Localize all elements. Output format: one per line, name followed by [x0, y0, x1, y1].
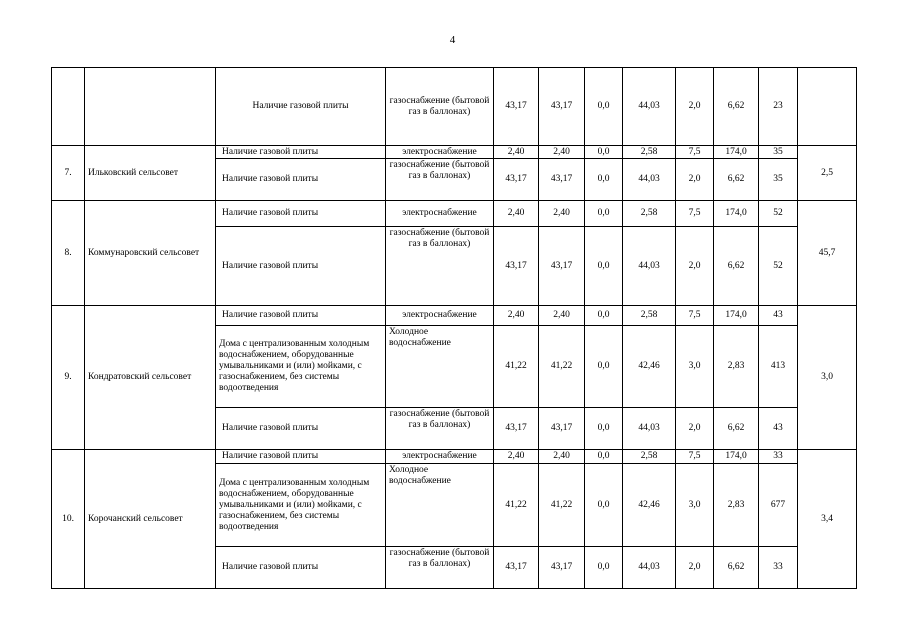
value-cell: 2,0 — [676, 408, 714, 450]
value-cell: 2,40 — [494, 201, 539, 227]
housing-type: Наличие газовой плиты — [216, 227, 386, 306]
row-number: 7. — [52, 146, 85, 201]
value-cell: 2,40 — [494, 146, 539, 159]
value-cell: 2,0 — [676, 227, 714, 306]
value-cell: 35 — [759, 159, 798, 201]
value-cell: 2,40 — [539, 306, 585, 326]
value-cell: 33 — [759, 450, 798, 464]
value-cell: 2,40 — [539, 450, 585, 464]
value-cell: 44,03 — [623, 408, 676, 450]
utility-type: электроснабжение — [386, 146, 494, 159]
group-value — [798, 68, 857, 146]
housing-type: Дома с централизованным холодным водоснабжением, оборудованные умывальниками и (или) мойками, с газоснабжением, без системы водоотведения — [216, 326, 386, 408]
group-value: 45,7 — [798, 201, 857, 306]
settlement-name: Ильковский сельсовет — [85, 146, 216, 201]
value-cell: 0,0 — [585, 201, 623, 227]
value-cell: 2,0 — [676, 547, 714, 589]
value-cell: 44,03 — [623, 159, 676, 201]
value-cell: 43,17 — [539, 159, 585, 201]
value-cell: 2,0 — [676, 159, 714, 201]
utility-type: электроснабжение — [386, 201, 494, 227]
value-cell: 677 — [759, 464, 798, 547]
value-cell: 2,58 — [623, 201, 676, 227]
value-cell: 0,0 — [585, 408, 623, 450]
value-cell: 0,0 — [585, 450, 623, 464]
value-cell: 7,5 — [676, 306, 714, 326]
value-cell: 43,17 — [494, 547, 539, 589]
value-cell: 7,5 — [676, 146, 714, 159]
row-number: 10. — [52, 450, 85, 589]
value-cell: 43,17 — [494, 408, 539, 450]
value-cell: 0,0 — [585, 326, 623, 408]
value-cell: 43,17 — [494, 159, 539, 201]
value-cell: 41,22 — [494, 326, 539, 408]
row-number: 8. — [52, 201, 85, 306]
value-cell: 174,0 — [714, 201, 759, 227]
settlement-name — [85, 68, 216, 146]
housing-type: Наличие газовой плиты — [216, 306, 386, 326]
value-cell: 43,17 — [539, 547, 585, 589]
page-number: 4 — [449, 34, 456, 46]
value-cell: 43,17 — [539, 408, 585, 450]
value-cell: 2,40 — [539, 201, 585, 227]
value-cell: 6,62 — [714, 408, 759, 450]
value-cell: 2,40 — [539, 146, 585, 159]
value-cell: 2,58 — [623, 450, 676, 464]
value-cell: 42,46 — [623, 326, 676, 408]
value-cell: 6,62 — [714, 68, 759, 146]
value-cell: 7,5 — [676, 201, 714, 227]
utility-type: электроснабжение — [386, 306, 494, 326]
value-cell: 6,62 — [714, 159, 759, 201]
value-cell: 0,0 — [585, 306, 623, 326]
value-cell: 44,03 — [623, 547, 676, 589]
value-cell: 44,03 — [623, 227, 676, 306]
value-cell: 41,22 — [539, 464, 585, 547]
value-cell: 2,83 — [714, 326, 759, 408]
table-body — [52, 68, 857, 589]
housing-type: Наличие газовой плиты — [216, 68, 386, 146]
value-cell: 0,0 — [585, 464, 623, 547]
value-cell: 2,58 — [623, 306, 676, 326]
utility-type: электроснабжение — [386, 450, 494, 464]
table-row — [52, 306, 857, 326]
settlement-name: Корочанский сельсовет — [85, 450, 216, 589]
tariff-table — [51, 67, 857, 589]
value-cell: 174,0 — [714, 306, 759, 326]
value-cell: 0,0 — [585, 159, 623, 201]
utility-type: газоснабжение (бытовой газ в баллонах) — [386, 547, 494, 589]
utility-type: газоснабжение (бытовой газ в баллонах) — [386, 159, 494, 201]
value-cell: 43,17 — [539, 227, 585, 306]
settlement-name: Кондратовский сельсовет — [85, 306, 216, 450]
housing-type: Наличие газовой плиты — [216, 159, 386, 201]
housing-type: Наличие газовой плиты — [216, 408, 386, 450]
value-cell: 174,0 — [714, 146, 759, 159]
value-cell: 3,0 — [676, 464, 714, 547]
value-cell: 7,5 — [676, 450, 714, 464]
value-cell: 0,0 — [585, 227, 623, 306]
housing-type: Наличие газовой плиты — [216, 450, 386, 464]
utility-type: газоснабжение (бытовой газ в баллонах) — [386, 227, 494, 306]
value-cell: 2,0 — [676, 68, 714, 146]
housing-type: Наличие газовой плиты — [216, 146, 386, 159]
value-cell: 2,40 — [494, 450, 539, 464]
value-cell: 23 — [759, 68, 798, 146]
utility-type: Холодное водоснабжение — [386, 326, 494, 408]
value-cell: 0,0 — [585, 547, 623, 589]
value-cell: 413 — [759, 326, 798, 408]
table-row — [52, 68, 857, 146]
utility-type: газоснабжение (бытовой газ в баллонах) — [386, 68, 494, 146]
value-cell: 2,58 — [623, 146, 676, 159]
table-row — [52, 146, 857, 159]
value-cell: 3,0 — [676, 326, 714, 408]
row-number: 9. — [52, 306, 85, 450]
value-cell: 2,40 — [494, 306, 539, 326]
settlement-name: Коммунаровский сельсовет — [85, 201, 216, 306]
value-cell: 174,0 — [714, 450, 759, 464]
value-cell: 52 — [759, 227, 798, 306]
value-cell: 43,17 — [494, 68, 539, 146]
value-cell: 6,62 — [714, 227, 759, 306]
value-cell: 0,0 — [585, 146, 623, 159]
row-number — [52, 68, 85, 146]
value-cell: 43 — [759, 408, 798, 450]
housing-type: Наличие газовой плиты — [216, 547, 386, 589]
value-cell: 33 — [759, 547, 798, 589]
table-row — [52, 201, 857, 227]
value-cell: 41,22 — [539, 326, 585, 408]
value-cell: 41,22 — [494, 464, 539, 547]
value-cell: 44,03 — [623, 68, 676, 146]
value-cell: 43,17 — [539, 68, 585, 146]
value-cell: 43,17 — [494, 227, 539, 306]
value-cell: 52 — [759, 201, 798, 227]
table-row — [52, 450, 857, 464]
housing-type: Наличие газовой плиты — [216, 201, 386, 227]
value-cell: 42,46 — [623, 464, 676, 547]
housing-type: Дома с централизованным холодным водоснабжением, оборудованные умывальниками и (или) мойками, с газоснабжением, без системы водоотведения — [216, 464, 386, 547]
value-cell: 6,62 — [714, 547, 759, 589]
value-cell: 43 — [759, 306, 798, 326]
value-cell: 35 — [759, 146, 798, 159]
group-value: 3,4 — [798, 450, 857, 589]
group-value: 3,0 — [798, 306, 857, 450]
utility-type: Холодное водоснабжение — [386, 464, 494, 547]
group-value: 2,5 — [798, 146, 857, 201]
value-cell: 0,0 — [585, 68, 623, 146]
utility-type: газоснабжение (бытовой газ в баллонах) — [386, 408, 494, 450]
value-cell: 2,83 — [714, 464, 759, 547]
